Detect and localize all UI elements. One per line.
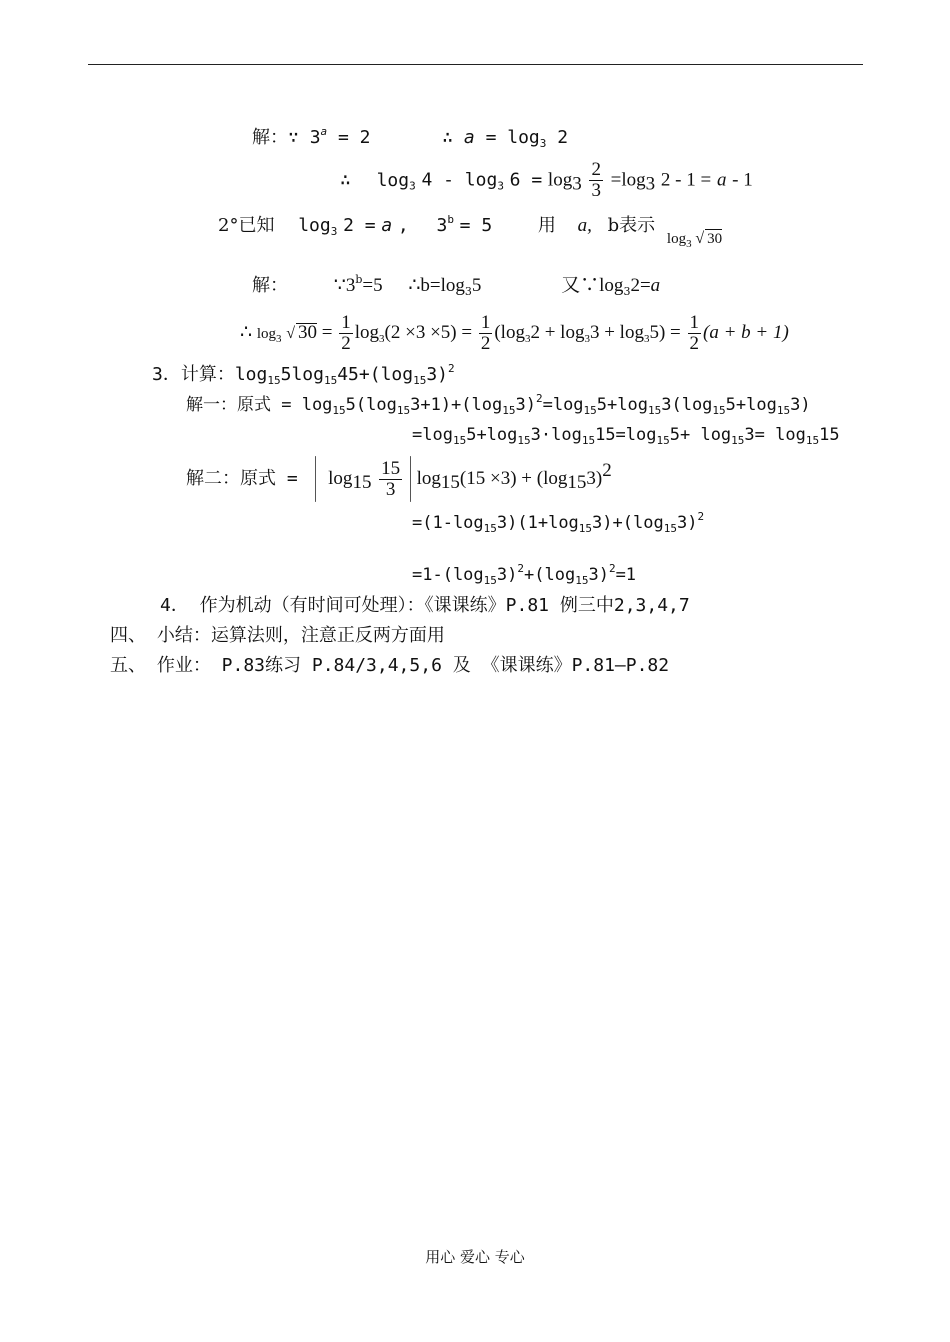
header-rule [88,64,863,65]
problem-2-line: 2°已知 $\log_3 2 = a$ , 3$^b$ = 5 用 a, b表示 $_{log_3 √ 30}$ [218,213,723,250]
section-homework: 五、 作业： P.83练习 P.84/3,4,5,6 及 《课课练》P.81—P.82 [110,655,670,676]
page-footer: 用心 爱心 专心 [425,1248,525,1266]
solution-line-1: 解：∵ 3$^a$ = 2 ∴ $a = \log_3 2$ [252,125,569,150]
fraction-2-3: $\frac{2}{3}$ [591,159,601,201]
item-4: 4． 作为机动（有时间可处理）：《课课练》P.81 例三中2,3,4,7 [160,595,690,616]
solution-2-line-2: ∴ $\log_3$ √ 30 = $\frac{1}{2}$ $\log_3(2 \times 3 \times 5)$ = $\frac{1}{2}$ $(\log_32 + \log_33 + \log_35)$ = $\frac{1}{2}$ (a + b + 1) [240,312,789,354]
section-summary: 四、 小结：运算法则，注意正反两方面用 [110,625,445,646]
solution-3b-line-1: 解二：原式 = $\log_{15}$ $\frac{15}{3}$ $\log_{15}(15 \times 3) + (\log_{15}3)^2$ [186,454,612,504]
solution-2-line-1: 解： $\because 3^b=5$ $\therefore b=\log_35$ 又$\because\log_32=a$ [252,273,661,298]
solution-line-2: ∴ $\log_3 4 - \log_3 6 = \log_3$ $\frac{2}{3}$ $=\log_3$ 2 - 1 = a - 1 [340,159,753,201]
solution-3a-line-1: 解一：原式 = $\log_{15}5(\log_{15}3+1)+(\log_{15}3)^2=\log_{15}5+\log_{15}3(\log_{15}5+\log_{15}3)$ [186,392,811,417]
problem-3-line: 3．计算：$\log_{15}5\log_{15}45+(\log_{15}3)^2$ [152,362,455,387]
solution-3b-line-2: $=(1-\log_{15}3)(1+\log_{15}3)+(\log_{15}3)^2$ [412,510,705,535]
solution-3a-line-2: $=\log_{15}5+\log_{15}3\cdot\log_{15}15=\log_{15}5+ \log_{15}3= \log_{15}15$ [412,425,840,447]
solution-3b-line-3: $=1-(\log_{15}3)^2+(\log_{15}3)^2=1$ [412,562,637,587]
